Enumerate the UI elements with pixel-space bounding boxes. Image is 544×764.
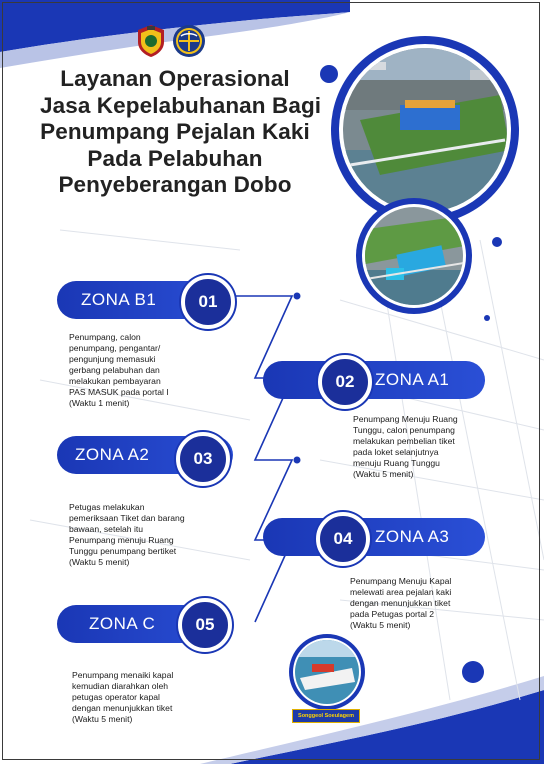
description-line: (Waktu 1 menit) <box>69 398 130 408</box>
zone-a2-description <box>69 502 185 568</box>
description-line: dengan menunjukkan tiket <box>350 598 451 608</box>
description-line: (Waktu 5 menit) <box>353 469 414 479</box>
photo-bottom <box>289 634 365 710</box>
description-line: (Waktu 5 menit) <box>72 714 133 724</box>
step-number-badge: 03 <box>176 432 230 486</box>
connector-dot <box>294 457 301 464</box>
connector-dot <box>294 293 301 300</box>
zone-label: ZONA A2 <box>75 445 150 464</box>
description-line: kemudian diarahkan oleh <box>72 681 169 691</box>
description-line: pada loket selanjutnya <box>353 447 439 457</box>
description-line: dengan menunjukkan tiket <box>72 703 173 713</box>
step-number-badge: 02 <box>318 355 372 409</box>
zone-label: ZONA C <box>89 614 156 633</box>
description-line: menuju Ruang Tunggu <box>353 458 440 468</box>
photo-middle <box>356 198 472 314</box>
description-line: Penumpang menaiki kapal <box>72 670 174 680</box>
description-line: melakukan pembayaran <box>69 376 161 386</box>
description-line: gerbang pelabuhan dan <box>69 365 160 375</box>
title-line: Layanan Operasional <box>60 66 290 91</box>
description-line: pengunjung memasuki <box>69 354 156 364</box>
title-line: Pada Pelabuhan <box>87 145 263 171</box>
deco-dot <box>320 65 338 83</box>
zone-a3-description <box>350 576 451 631</box>
description-line: pemeriksaan Tiket dan barang <box>69 513 185 523</box>
description-line: melewati area pejalan kaki <box>350 587 452 597</box>
zone-a3-banner <box>263 518 485 556</box>
title-line: Penyeberangan Dobo <box>58 172 292 197</box>
description-line: Penumpang Menuju Kapal <box>350 576 452 586</box>
zone-a1-description <box>353 414 458 480</box>
title-line: Penumpang Pejalan Kaki <box>40 119 310 144</box>
deco-dot <box>462 661 484 683</box>
description-line: penumpang, pengantar/ <box>69 343 161 353</box>
ministry-emblem-icon <box>172 24 206 58</box>
description-line: Penumpang, calon <box>69 332 141 342</box>
description-line: (Waktu 5 menit) <box>350 620 411 630</box>
step-number-badge: 01 <box>181 275 235 329</box>
description-line: pada Petugas portal 2 <box>350 609 435 619</box>
description-line: bawaan, setelah itu <box>69 524 144 534</box>
photo-top <box>331 36 519 224</box>
zone-b1-description <box>69 332 169 409</box>
description-line: Tunggu penumpang bertiket <box>69 546 177 556</box>
deco-dot <box>484 315 490 321</box>
description-line: petugas operator kapal <box>72 692 160 702</box>
zone-a1-banner <box>263 361 485 399</box>
page-title <box>40 66 322 199</box>
description-line: Petugas melakukan <box>69 502 145 512</box>
zone-label: ZONA A1 <box>375 370 450 389</box>
regional-crest-icon <box>136 24 166 58</box>
deco-dot <box>492 237 502 247</box>
step-number-badge: 05 <box>178 598 232 652</box>
title-line: Jasa Kepelabuhanan Bagi <box>40 92 322 118</box>
zone-c-description <box>72 670 173 725</box>
description-line: PAS MASUK pada portal I <box>69 387 169 397</box>
description-line: Penumpang Menuju Ruang <box>353 414 458 424</box>
step-number-badge: 04 <box>316 512 370 566</box>
description-line: Penumpang menuju Ruang <box>69 535 174 545</box>
zone-label: ZONA B1 <box>81 290 157 309</box>
logo-group <box>136 24 206 58</box>
description-line: Tunggu, calon penumpang <box>353 425 455 435</box>
photo-caption: Songgeol Soeulagem <box>292 709 360 723</box>
zone-label: ZONA A3 <box>375 527 450 546</box>
description-line: melakukan pembelian tiket <box>353 436 455 446</box>
description-line: (Waktu 5 menit) <box>69 557 130 567</box>
